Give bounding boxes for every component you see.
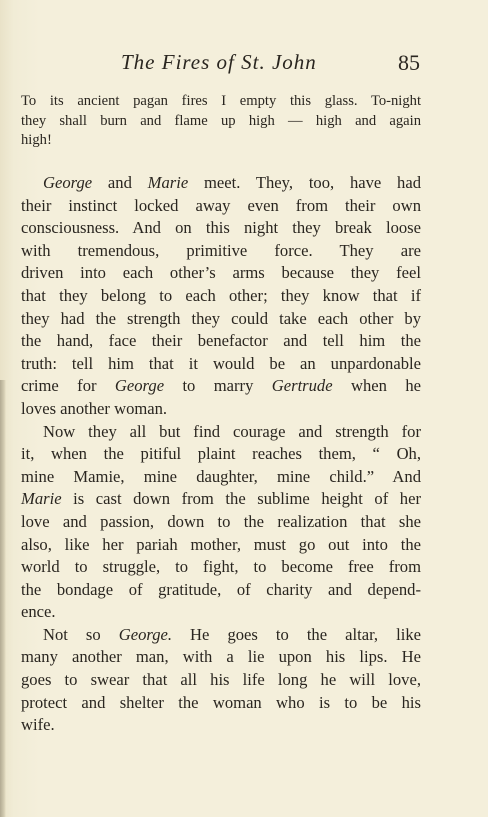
italic-name: Gertrude	[271, 376, 333, 396]
text-run: meet. They, too, have had	[188, 173, 421, 192]
italic-name: George	[43, 173, 93, 192]
running-head	[0, 50, 488, 80]
text-run: and	[92, 173, 148, 192]
italic-name: Marie	[147, 173, 189, 192]
text-run: love and passion, down to the realization that she	[21, 511, 421, 531]
text-run: protect and shelter the woman who is to be his	[21, 692, 421, 712]
text-line	[21, 556, 421, 579]
text-line	[21, 217, 421, 240]
text-run: also, like her pariah mother, must go out into the	[21, 534, 421, 554]
text-run: wife.	[21, 715, 55, 735]
paragraph	[21, 172, 421, 421]
text-run: consciousness. And on this night they break loose	[21, 218, 421, 238]
page-number: 85	[398, 50, 420, 75]
text-line	[21, 646, 421, 669]
text-line	[21, 692, 421, 715]
text-run: the bondage of gratitude, of charity and depend-	[21, 579, 421, 599]
text-run: He goes to the altar, like	[172, 624, 421, 644]
text-line	[21, 172, 421, 195]
text-line	[21, 308, 421, 331]
quote-line: they shall burn and flame up high — high and again	[21, 112, 421, 129]
text-line	[21, 669, 421, 692]
italic-name: George.	[118, 624, 173, 644]
text-run: is cast down from the sublime height of her	[61, 489, 421, 509]
text-line	[21, 353, 421, 376]
text-line	[21, 511, 421, 534]
text-line	[21, 466, 421, 489]
text-line	[21, 421, 421, 444]
text-line	[21, 398, 421, 421]
text-run: truth: tell him that it would be an unpardonable	[21, 353, 421, 373]
text-line	[21, 601, 421, 624]
text-run: crime for	[21, 376, 115, 396]
text-run: ence.	[21, 602, 56, 622]
text-run: their instinct locked away even from their own	[21, 195, 421, 215]
text-line	[21, 714, 421, 737]
text-line	[21, 443, 421, 466]
text-line	[21, 330, 421, 353]
quoted-passage	[21, 92, 421, 151]
text-run: Not so	[43, 624, 119, 644]
text-line	[21, 285, 421, 308]
running-title: The Fires of St. John	[121, 50, 317, 74]
text-line	[21, 534, 421, 557]
text-run: world to struggle, to fight, to become free from	[21, 557, 421, 577]
binding-gutter-shadow	[0, 380, 6, 817]
text-run: the hand, face their benefactor and tell him the	[21, 331, 421, 351]
text-run: Now they all but find courage and strength for	[43, 421, 421, 441]
text-run: mine Mamie, mine daughter, mine child.” And	[21, 466, 421, 486]
text-line	[21, 262, 421, 285]
italic-name: Marie	[21, 489, 62, 509]
paragraph	[21, 624, 421, 737]
text-run: many another man, with a lie upon his lips. He	[21, 647, 421, 667]
text-run: loves another woman.	[21, 398, 168, 418]
quote-line: To its ancient pagan fires I empty this glass. To-night	[21, 93, 421, 109]
body-text	[21, 172, 421, 737]
text-line	[21, 488, 421, 511]
text-run: to marry	[164, 376, 272, 396]
text-run: they had the strength they could take each other by	[21, 308, 421, 328]
text-line	[21, 624, 421, 647]
text-run: that they belong to each other; they know that if	[21, 285, 421, 305]
text-run: goes to swear that all his life long he will love,	[21, 670, 421, 690]
quote-line: high!	[21, 132, 52, 148]
text-line	[21, 375, 421, 398]
text-line	[21, 195, 421, 218]
text-run: with tremendous, primitive force. They are	[21, 240, 421, 260]
text-run: when he	[332, 376, 421, 396]
paragraph	[21, 421, 421, 624]
text-line	[21, 240, 421, 263]
text-line	[21, 579, 421, 602]
text-run: driven into each other’s arms because they feel	[21, 263, 421, 283]
italic-name: George	[114, 376, 165, 396]
text-run: it, when the pitiful plaint reaches them, “ Oh,	[21, 444, 421, 464]
